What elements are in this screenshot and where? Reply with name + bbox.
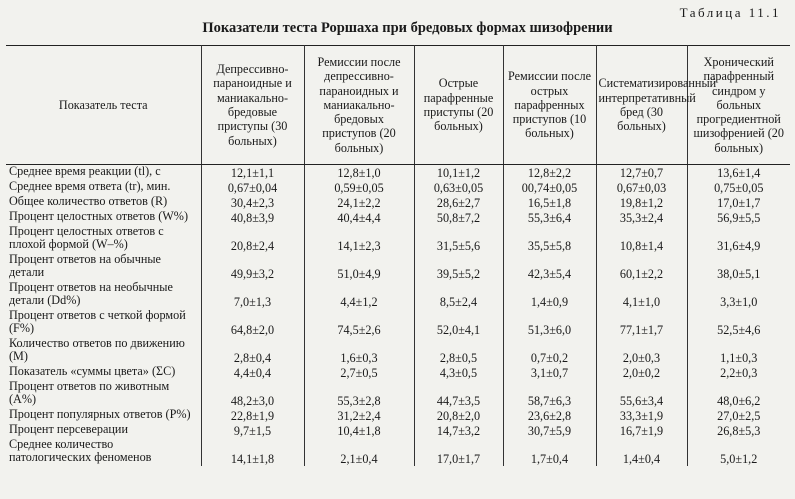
table-cell: 1,4±0,4 — [596, 438, 687, 466]
row-label: Процент ответов на обычные детали — [9, 252, 161, 279]
table-cell: 55,3±6,4 — [503, 210, 596, 225]
table-row — [6, 438, 790, 466]
table-cell: 12,7±0,7 — [596, 165, 687, 181]
table-cell: 51,3±6,0 — [503, 309, 596, 337]
table-header-row — [6, 46, 790, 165]
table-cell: 10,4±1,8 — [304, 423, 414, 438]
table-cell: 28,6±2,7 — [414, 195, 503, 210]
table-cell: 2,8±0,4 — [201, 337, 304, 365]
table-row — [6, 210, 790, 225]
table-cell: 33,3±1,9 — [596, 408, 687, 423]
table-cell: 2,8±0,5 — [414, 337, 503, 365]
row-label: Среднее время ответа (tr), мин. — [9, 179, 171, 193]
table-cell: 2,1±0,4 — [304, 438, 414, 466]
table-body — [6, 165, 790, 467]
table-cell: 00,74±0,05 — [503, 180, 596, 195]
table-cell: 20,8±2,4 — [201, 225, 304, 253]
column-header: Депрессивно-параноидные и маниакально-бредовые приступы (30 больных) — [201, 46, 304, 165]
table-cell: 50,8±7,2 — [414, 210, 503, 225]
table-cell: 3,3±1,0 — [687, 281, 790, 309]
table-cell: 0,59±0,05 — [304, 180, 414, 195]
table-cell: 31,5±5,6 — [414, 225, 503, 253]
table-cell: 12,1±1,1 — [201, 165, 304, 181]
table-cell: 9,7±1,5 — [201, 423, 304, 438]
table-cell: 48,2±3,0 — [201, 380, 304, 408]
column-header: Систематизированный интерпретативный бред (30 больных) — [596, 46, 687, 165]
table-cell: 60,1±2,2 — [596, 253, 687, 281]
table-cell: 23,6±2,8 — [503, 408, 596, 423]
table-cell: 55,6±3,4 — [596, 380, 687, 408]
table-cell: 0,67±0,03 — [596, 180, 687, 195]
row-label: Среднее время реакции (tl), с — [9, 164, 161, 178]
row-label: Процент персеверации — [9, 422, 128, 436]
table-number-label: Таблица 11.1 — [679, 5, 781, 20]
table-cell: 74,5±2,6 — [304, 309, 414, 337]
table-row — [6, 365, 790, 380]
row-label: Количество ответов по движению (M) — [9, 336, 185, 363]
table-cell: 55,3±2,8 — [304, 380, 414, 408]
table-cell: 0,67±0,04 — [201, 180, 304, 195]
table-row — [6, 180, 790, 195]
table-row — [6, 253, 790, 281]
row-label: Процент популярных ответов (P%) — [9, 407, 191, 421]
table-cell: 4,4±0,4 — [201, 365, 304, 380]
table-cell: 4,3±0,5 — [414, 365, 503, 380]
column-header: Ремиссии после острых парафренных приступов (10 больных) — [503, 46, 596, 165]
table-cell: 14,1±2,3 — [304, 225, 414, 253]
table-cell: 0,63±0,05 — [414, 180, 503, 195]
table-cell: 4,1±1,0 — [596, 281, 687, 309]
table-cell: 52,5±4,6 — [687, 309, 790, 337]
column-header: Показатель теста — [6, 46, 201, 165]
table-cell: 24,1±2,2 — [304, 195, 414, 210]
table-cell: 7,0±1,3 — [201, 281, 304, 309]
table-row — [6, 337, 790, 365]
table-cell: 10,1±1,2 — [414, 165, 503, 181]
table-cell: 4,4±1,2 — [304, 281, 414, 309]
table-cell: 64,8±2,0 — [201, 309, 304, 337]
rorschach-table — [6, 45, 790, 466]
table-cell: 35,5±5,8 — [503, 225, 596, 253]
table-cell: 26,8±5,3 — [687, 423, 790, 438]
table-cell: 16,7±1,9 — [596, 423, 687, 438]
table-cell: 44,7±3,5 — [414, 380, 503, 408]
table-cell: 10,8±1,4 — [596, 225, 687, 253]
table-cell: 20,8±2,0 — [414, 408, 503, 423]
table-cell: 1,4±0,9 — [503, 281, 596, 309]
table-cell: 52,0±4,1 — [414, 309, 503, 337]
table-cell: 2,0±0,3 — [596, 337, 687, 365]
table-cell: 27,0±2,5 — [687, 408, 790, 423]
table-cell: 2,2±0,3 — [687, 365, 790, 380]
table-cell: 14,1±1,8 — [201, 438, 304, 466]
table-cell: 51,0±4,9 — [304, 253, 414, 281]
table-cell: 5,0±1,2 — [687, 438, 790, 466]
table-cell: 22,8±1,9 — [201, 408, 304, 423]
table-cell: 2,0±0,2 — [596, 365, 687, 380]
row-label: Процент целостных ответов (W%) — [9, 209, 188, 223]
page-title: Показатели теста Роршаха при бредовых формах шизофрении — [202, 20, 613, 36]
table-cell: 0,7±0,2 — [503, 337, 596, 365]
table-cell: 58,7±6,3 — [503, 380, 596, 408]
table-cell: 31,2±2,4 — [304, 408, 414, 423]
table-cell: 30,7±5,9 — [503, 423, 596, 438]
table-row — [6, 380, 790, 408]
table-cell: 19,8±1,2 — [596, 195, 687, 210]
table-row — [6, 423, 790, 438]
table-cell: 56,9±5,5 — [687, 210, 790, 225]
row-label: Процент ответов по животным (A%) — [9, 379, 170, 406]
table-cell: 31,6±4,9 — [687, 225, 790, 253]
row-label: Процент ответов на необычные детали (Dd%) — [9, 280, 173, 307]
column-header: Острые парафренные приступы (20 больных) — [414, 46, 503, 165]
table-cell: 48,0±6,2 — [687, 380, 790, 408]
table-row — [6, 408, 790, 423]
table-row — [6, 195, 790, 210]
table-cell: 42,3±5,4 — [503, 253, 596, 281]
table-cell: 38,0±5,1 — [687, 253, 790, 281]
table-cell: 77,1±1,7 — [596, 309, 687, 337]
row-label: Показатель «суммы цвета» (ΣC) — [9, 364, 176, 378]
table-cell: 16,5±1,8 — [503, 195, 596, 210]
column-header: Хронический парафренный синдром у больных прогредиентной шизофренией (20 больных) — [687, 46, 790, 165]
table-cell: 17,0±1,7 — [414, 438, 503, 466]
table-cell: 1,7±0,4 — [503, 438, 596, 466]
table-row — [6, 165, 790, 181]
table-cell: 14,7±3,2 — [414, 423, 503, 438]
table-cell: 17,0±1,7 — [687, 195, 790, 210]
table-cell: 0,75±0,05 — [687, 180, 790, 195]
table-cell: 2,7±0,5 — [304, 365, 414, 380]
table-cell: 8,5±2,4 — [414, 281, 503, 309]
column-header: Ремиссии после депрессивно-параноидных и маниакально-бредовых приступов (20 больных) — [304, 46, 414, 165]
row-label: Среднее количество патологических феноменов — [9, 437, 152, 464]
table-cell: 30,4±2,3 — [201, 195, 304, 210]
table-cell: 35,3±2,4 — [596, 210, 687, 225]
table-row — [6, 281, 790, 309]
table-cell: 1,6±0,3 — [304, 337, 414, 365]
table-cell: 3,1±0,7 — [503, 365, 596, 380]
row-label: Процент ответов с четкой формой (F%) — [9, 308, 186, 335]
table-cell: 49,9±3,2 — [201, 253, 304, 281]
table-cell: 40,8±3,9 — [201, 210, 304, 225]
table-cell: 39,5±5,2 — [414, 253, 503, 281]
table-row — [6, 309, 790, 337]
row-label: Процент целостных ответов с плохой формой (W–%) — [9, 224, 164, 251]
row-label: Общее количество ответов (R) — [9, 194, 168, 208]
table-cell: 13,6±1,4 — [687, 165, 790, 181]
table-cell: 1,1±0,3 — [687, 337, 790, 365]
table-cell: 12,8±1,0 — [304, 165, 414, 181]
table-row — [6, 225, 790, 253]
table-cell: 40,4±4,4 — [304, 210, 414, 225]
table-cell: 12,8±2,2 — [503, 165, 596, 181]
